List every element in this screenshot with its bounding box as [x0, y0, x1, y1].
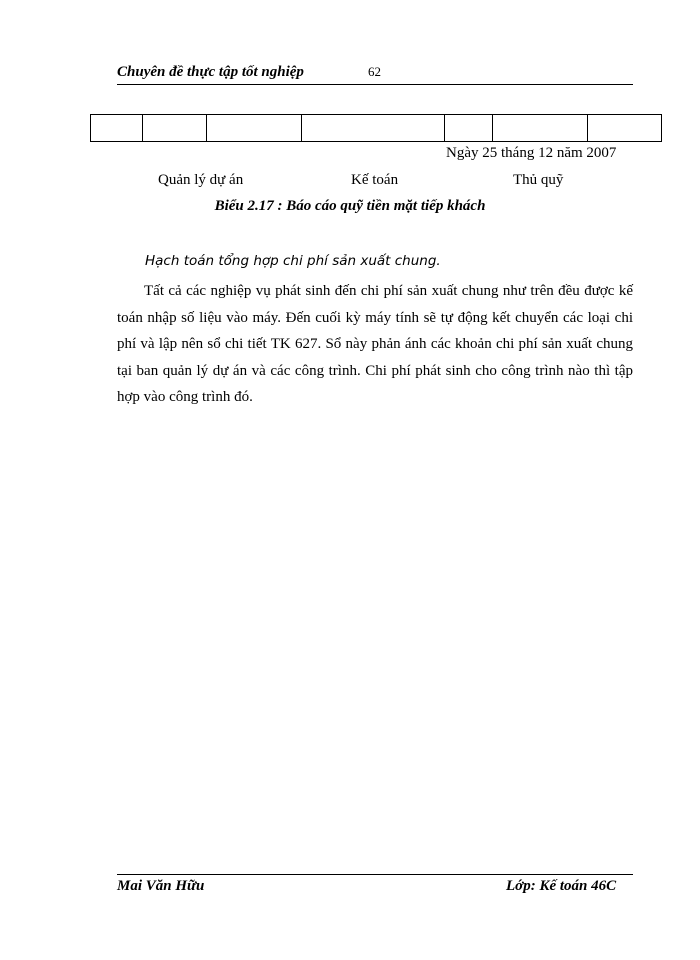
- body-paragraph: Tất cả các nghiệp vụ phát sinh đến chi phí sản xuất chung như trên đều được kế toán nhập số liệu vào máy. Đến cuối kỳ máy tính sẽ tự động kết chuyển các loại chi phí và lập nên sổ chi tiết TK 627. Sổ này phản ánh các khoản chi phí sản xuất chung tại ban quản lý dự án và các công trình. Chi phí phát sinh cho công trình nào thì tập hợp vào công trình đó.: [117, 283, 633, 405]
- document-header-title: Chuyên đề thực tập tốt nghiệp: [117, 64, 304, 80]
- signatory-cashier: Thủ quỹ: [513, 172, 564, 188]
- page-number: 62: [368, 64, 381, 79]
- footer-class: Lớp: Kế toán 46C: [506, 878, 617, 894]
- report-date: Ngày 25 tháng 12 năm 2007: [446, 145, 617, 161]
- table-cell: [302, 115, 445, 142]
- footer-divider: [117, 874, 633, 875]
- table-cell: [143, 115, 207, 142]
- table-cell: [91, 115, 143, 142]
- report-table-bottom-row: [90, 114, 662, 142]
- footer-author: Mai Văn Hữu: [117, 878, 205, 894]
- figure-caption: Biểu 2.17 : Báo cáo quỹ tiền mặt tiếp khách: [214, 198, 486, 214]
- table-row: [91, 115, 662, 142]
- signatory-accountant: Kế toán: [351, 172, 399, 188]
- signatory-project-manager: Quản lý dự án: [158, 172, 244, 188]
- table-cell: [493, 115, 588, 142]
- table-cell: [588, 115, 662, 142]
- table-cell: [445, 115, 493, 142]
- section-heading: Hạch toán tổng hợp chi phí sản xuất chung.: [145, 253, 441, 269]
- table-cell: [207, 115, 302, 142]
- header-divider: [117, 84, 633, 85]
